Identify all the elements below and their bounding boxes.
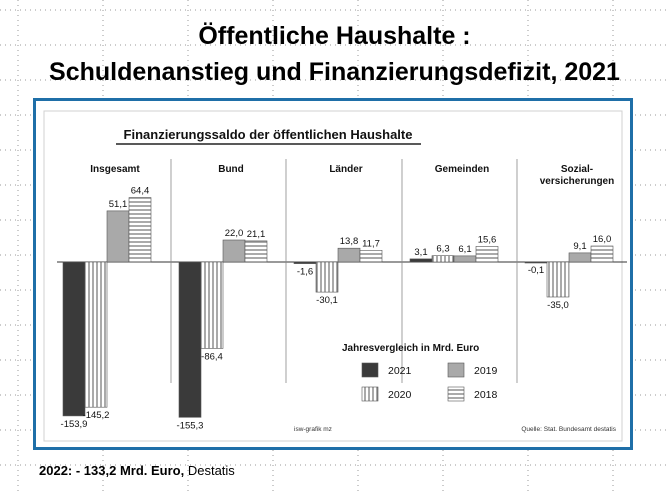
value-label-laender-2020: -30,1 <box>316 295 338 307</box>
legend-label-2020: 2020 <box>388 389 412 401</box>
bar-bund-2018 <box>245 241 267 262</box>
value-label-insgesamt-2018: 64,4 <box>130 185 150 197</box>
bar-laender-2018 <box>360 250 382 262</box>
legend-title: Jahresvergleich in Mrd. Euro <box>342 343 480 354</box>
value-label-insgesamt-2021: -153,9 <box>60 418 88 430</box>
bar-bund-2019 <box>223 240 245 262</box>
value-label-sozialversicherungen-2019: 9,1 <box>573 240 587 252</box>
bar-insgesamt-2019 <box>107 211 129 262</box>
bar-insgesamt-2021 <box>63 262 85 416</box>
bar-laender-2019 <box>338 248 360 262</box>
legend-label-2019: 2019 <box>474 365 498 377</box>
bar-laender-2021 <box>294 262 316 264</box>
category-label-bund: Bund <box>218 164 244 175</box>
page-title-line-2: Schuldenanstieg und Finanzierungsdefizit, 2021 <box>49 58 620 86</box>
value-label-gemeinden-2021: 3,1 <box>414 246 428 258</box>
legend-swatch-2020 <box>362 387 378 401</box>
bar-gemeinden-2018 <box>476 246 498 262</box>
chart-title: Finanzierungssaldo der öffentlichen Haushalte <box>123 127 413 142</box>
value-label-bund-2019: 22,0 <box>224 228 244 239</box>
value-label-insgesamt-2019: 51,1 <box>108 198 128 210</box>
category-label-sozialversicherungen: Sozial- <box>560 164 594 175</box>
legend-swatch-2018 <box>448 387 464 401</box>
footer-2022-value: 2022: - 133,2 Mrd. Euro, <box>39 463 185 478</box>
bar-bund-2021 <box>179 262 201 417</box>
bar-gemeinden-2021 <box>410 259 432 262</box>
bar-insgesamt-2020 <box>85 262 107 407</box>
value-label-bund-2021: -155,3 <box>176 420 204 432</box>
bar-laender-2020 <box>316 262 338 292</box>
bar-gemeinden-2019 <box>454 256 476 262</box>
bar-sozialversicherungen-2019 <box>569 253 591 262</box>
value-label-laender-2019: 13,8 <box>339 236 359 248</box>
value-label-laender-2021: -1,6 <box>296 266 314 278</box>
bar-sozialversicherungen-2021 <box>525 262 547 263</box>
value-label-gemeinden-2018: 15,6 <box>477 234 497 246</box>
category-label-gemeinden: Gemeinden <box>434 164 490 175</box>
chart-svg <box>36 101 630 447</box>
value-label-laender-2018: 11,7 <box>362 238 380 250</box>
bar-sozialversicherungen-2020 <box>547 262 569 297</box>
value-label-insgesamt-2020: -145,2 <box>82 410 110 422</box>
category-label-laender: Länder <box>329 164 363 175</box>
value-label-gemeinden-2019: 6,1 <box>458 243 472 255</box>
footer-note <box>39 463 235 478</box>
value-label-sozialversicherungen-2021: -0,1 <box>527 265 545 277</box>
bar-gemeinden-2020 <box>432 256 454 262</box>
legend-label-2018: 2018 <box>474 389 498 401</box>
chart-source: Quelle: Stat. Bundesamt destatis <box>521 426 616 433</box>
footer-source: Destatis <box>184 463 235 478</box>
legend-swatch-2021 <box>362 363 378 377</box>
chart-credit: isw-grafik mz <box>294 426 332 433</box>
category-label-sozialversicherungen: versicherungen <box>539 176 615 187</box>
value-label-gemeinden-2020: 6,3 <box>436 243 450 255</box>
value-label-sozialversicherungen-2020: -35,0 <box>547 300 569 311</box>
value-label-bund-2020: -86,4 <box>201 351 223 363</box>
category-label-insgesamt: Insgesamt <box>90 164 140 175</box>
bar-sozialversicherungen-2018 <box>591 246 613 262</box>
legend-swatch-2019 <box>448 363 464 377</box>
value-label-bund-2018: 21,1 <box>246 228 266 240</box>
legend-label-2021: 2021 <box>388 365 412 377</box>
page-title-line-1: Öffentliche Haushalte : <box>198 22 471 50</box>
bar-insgesamt-2018 <box>129 198 151 262</box>
bar-bund-2020 <box>201 262 223 348</box>
value-label-sozialversicherungen-2018: 16,0 <box>592 234 612 245</box>
